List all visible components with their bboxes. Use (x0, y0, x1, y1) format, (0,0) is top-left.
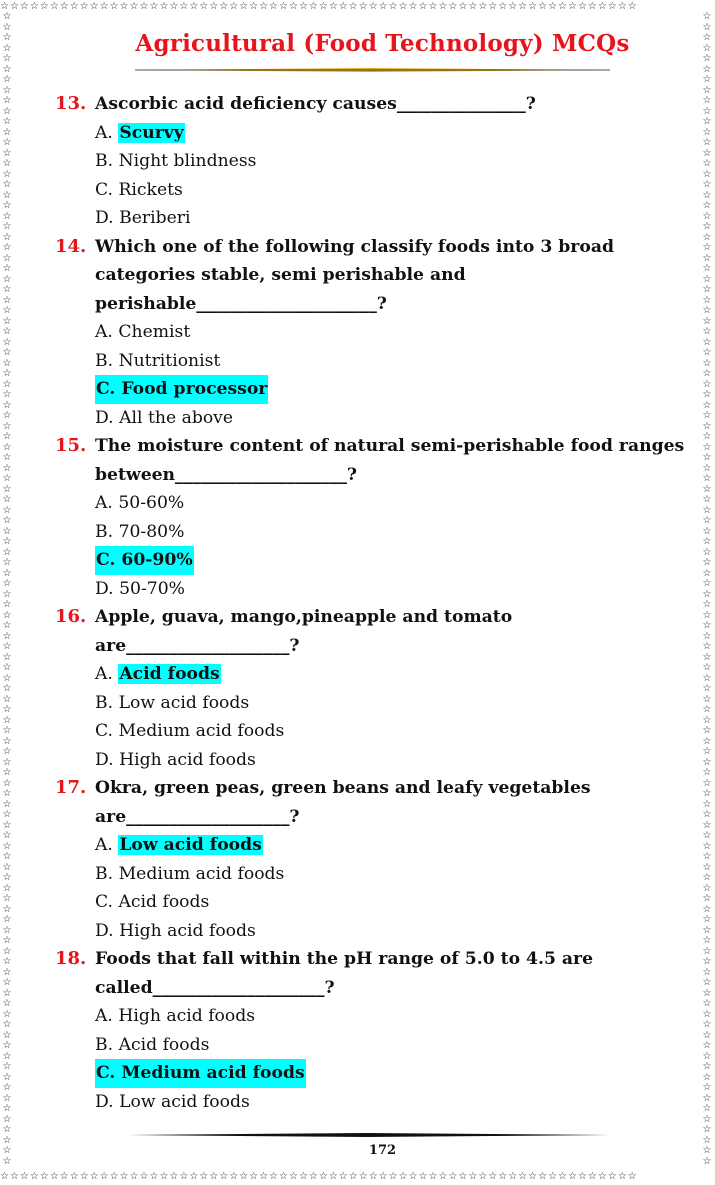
option-content (95, 322, 190, 342)
option-content (95, 1035, 209, 1055)
question-number: 15. (55, 435, 87, 456)
option (95, 917, 700, 946)
option-content (95, 1006, 255, 1026)
question-text: The moisture content of natural semi-perishable food ranges between____________________? (95, 436, 691, 485)
option-correct (95, 660, 700, 689)
option-letter: A. (95, 493, 119, 513)
question-14 (55, 233, 700, 433)
option-content (95, 864, 284, 884)
option-letter: B. (95, 350, 119, 371)
option-letter: D. (95, 1091, 120, 1112)
option-text: Acid foods (118, 1034, 210, 1055)
option-text: Low acid foods (118, 692, 250, 713)
question-heading (55, 945, 700, 1002)
page-number: 172 (368, 1143, 397, 1158)
option-content (95, 1092, 250, 1112)
option-letter: C. (96, 550, 122, 570)
option (95, 518, 700, 547)
option-letter: B. (95, 863, 119, 884)
option-text: Acid foods (118, 892, 210, 912)
option-letter: C. (95, 179, 119, 200)
option-letter: D. (95, 749, 120, 770)
question-text: Which one of the following classify foods into 3 broad categories stable, semi perishable and perishable_____________________? (95, 236, 620, 314)
footer-rule (125, 1133, 610, 1137)
option-letter: A. (95, 835, 119, 855)
option (95, 147, 700, 176)
star-border-left: ☆☆☆☆☆☆☆☆☆☆☆☆☆☆☆☆☆☆☆☆☆☆☆☆☆☆☆☆☆☆☆☆☆☆☆☆☆☆☆☆☆☆☆☆☆☆☆☆☆☆☆☆☆☆☆☆☆☆☆☆☆☆☆☆☆☆☆☆☆☆☆☆☆☆☆☆☆☆☆☆☆☆☆☆☆☆☆☆☆☆☆☆☆☆☆☆☆☆☆☆☆☆☆☆☆☆☆☆☆☆ (2, 12, 12, 1167)
option-content (95, 351, 220, 371)
option (95, 404, 700, 433)
question-number: 16. (55, 606, 87, 627)
question-text: Foods that fall within the pH range of 5.0 to 4.5 are called____________________? (95, 949, 600, 998)
option-text: All the above (119, 407, 234, 428)
option-letter: B. (95, 151, 119, 171)
option-content (95, 375, 268, 404)
option (95, 860, 700, 889)
option-text: 70-80% (118, 521, 185, 542)
option-text: High acid foods (118, 1006, 256, 1026)
option (95, 1002, 700, 1031)
option-content (95, 546, 194, 575)
option (95, 746, 700, 775)
option-content (95, 921, 256, 941)
question-18 (55, 945, 700, 1116)
question-number: 13. (55, 93, 87, 114)
option (95, 717, 700, 746)
option (95, 689, 700, 718)
answer-highlight: Scurvy (119, 122, 184, 143)
question-heading (55, 90, 700, 119)
option (95, 176, 700, 205)
option-text: 50-70% (119, 578, 185, 599)
answer-highlight: Medium acid foods (121, 1063, 305, 1083)
option (95, 888, 700, 917)
option-content (95, 892, 209, 912)
option (95, 347, 700, 376)
option-correct (95, 119, 700, 148)
answer-highlight: Low acid foods (119, 835, 262, 855)
option-content (95, 750, 256, 770)
question-heading (55, 774, 700, 831)
option-text: Low acid foods (119, 1091, 250, 1112)
option-letter: D. (95, 920, 120, 941)
option-letter: A. (95, 664, 119, 684)
option-letter: B. (95, 521, 119, 542)
option-text: High acid foods (119, 920, 256, 941)
question-text: Okra, green peas, green beans and leafy vegetables are___________________? (95, 778, 597, 827)
title-underline (135, 68, 610, 72)
question-text: Ascorbic acid deficiency causes_______________? (95, 94, 536, 114)
option-content (95, 835, 263, 855)
option-correct (95, 1059, 700, 1088)
mcq-list (55, 90, 700, 1116)
option-letter: A. (95, 122, 119, 143)
option-text: Chemist (118, 322, 191, 342)
option (95, 204, 700, 233)
option-letter: B. (95, 1034, 119, 1055)
option-letter: A. (95, 1006, 119, 1026)
question-heading (55, 603, 700, 660)
question-13 (55, 90, 700, 233)
option-text: Medium acid foods (118, 863, 285, 884)
answer-highlight: Acid foods (119, 664, 220, 684)
star-border-right: ☆☆☆☆☆☆☆☆☆☆☆☆☆☆☆☆☆☆☆☆☆☆☆☆☆☆☆☆☆☆☆☆☆☆☆☆☆☆☆☆☆☆☆☆☆☆☆☆☆☆☆☆☆☆☆☆☆☆☆☆☆☆☆☆☆☆☆☆☆☆☆☆☆☆☆☆☆☆☆☆☆☆☆☆☆☆☆☆☆☆☆☆☆☆☆☆☆☆☆☆☆☆☆☆☆☆☆☆☆☆ (702, 12, 712, 1167)
question-number: 18. (55, 948, 87, 969)
option-content (95, 693, 249, 713)
option-text: Beriberi (119, 208, 191, 228)
option-letter: A. (95, 322, 119, 342)
option (95, 1088, 700, 1117)
option-correct (95, 831, 700, 860)
answer-highlight: 60-90% (121, 550, 193, 570)
option-letter: C. (96, 1063, 122, 1083)
page-header (0, 30, 715, 57)
option-content (95, 180, 183, 200)
option-text: Medium acid foods (118, 721, 285, 741)
question-number: 14. (55, 235, 87, 257)
option-content (95, 123, 185, 143)
option-letter: D. (95, 407, 120, 428)
option-content (95, 493, 184, 513)
option-correct (95, 546, 700, 575)
option (95, 1031, 700, 1060)
option-content (95, 208, 191, 228)
option-letter: C. (95, 892, 119, 912)
option-text: 50-60% (118, 493, 185, 513)
option-letter: C. (96, 379, 122, 399)
option-text: Nutritionist (118, 350, 221, 371)
option (95, 489, 700, 518)
option-content (95, 522, 184, 542)
page-title: Agricultural (Food Technology) MCQs (135, 30, 630, 57)
option-content (95, 408, 233, 428)
option-letter: D. (95, 578, 120, 599)
option (95, 318, 700, 347)
option-content (95, 579, 185, 599)
option-correct (95, 375, 700, 404)
option-letter: B. (95, 692, 119, 713)
question-heading (55, 432, 700, 489)
star-border-bottom: ☆☆☆☆☆☆☆☆☆☆☆☆☆☆☆☆☆☆☆☆☆☆☆☆☆☆☆☆☆☆☆☆☆☆☆☆☆☆☆☆☆☆☆☆☆☆☆☆☆☆☆☆☆☆☆☆☆☆☆☆☆☆☆☆ (0, 1172, 638, 1182)
option-text: Rickets (118, 179, 183, 200)
option-letter: D. (95, 208, 120, 228)
option-letter: C. (95, 721, 119, 741)
answer-highlight: Food processor (121, 379, 268, 399)
question-heading (55, 233, 700, 319)
option-content (95, 721, 284, 741)
option-content (95, 1059, 306, 1088)
question-text: Apple, guava, mango,pineapple and tomato are___________________? (95, 607, 519, 656)
question-number: 17. (55, 777, 87, 798)
question-16 (55, 603, 700, 774)
option-content (95, 664, 221, 684)
star-border-top: ☆☆☆☆☆☆☆☆☆☆☆☆☆☆☆☆☆☆☆☆☆☆☆☆☆☆☆☆☆☆☆☆☆☆☆☆☆☆☆☆☆☆☆☆☆☆☆☆☆☆☆☆☆☆☆☆☆☆☆☆☆☆☆☆ (0, 2, 638, 12)
option-text: High acid foods (119, 749, 256, 770)
question-17 (55, 774, 700, 945)
option-content (95, 151, 257, 171)
option (95, 575, 700, 604)
option-text: Night blindness (118, 151, 257, 171)
question-15 (55, 432, 700, 603)
